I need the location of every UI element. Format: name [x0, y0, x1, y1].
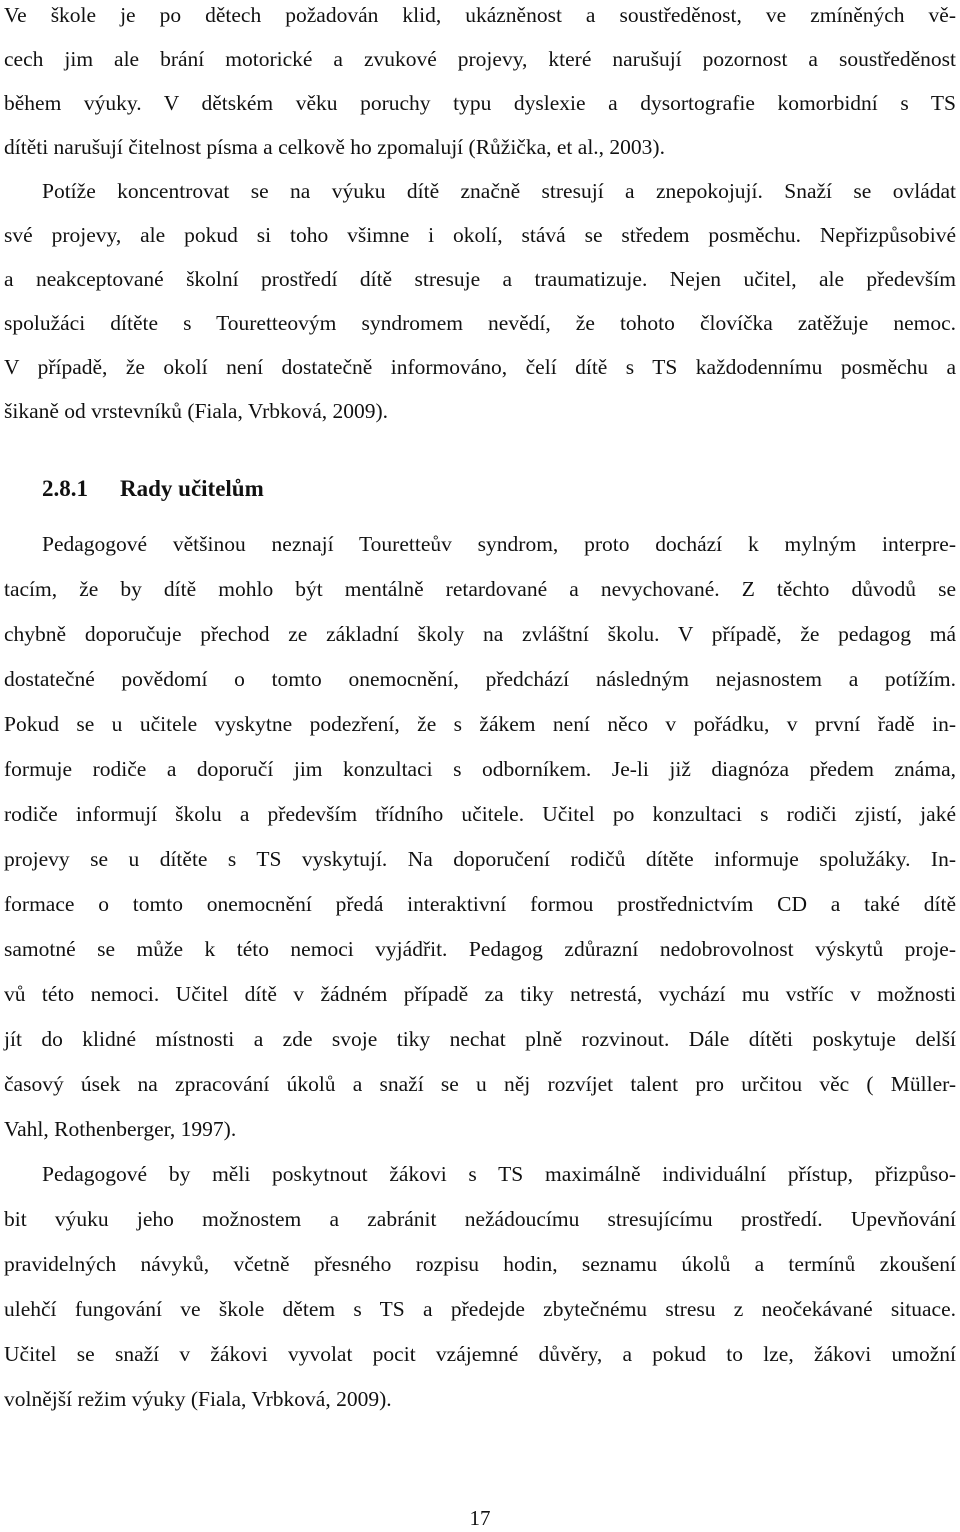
- text-line: své projevy, ale pokud si toho všimne i okolí, stává se středem posměchu. Nepřizpůsobivé: [4, 223, 956, 247]
- text-line: projevy se u dítěte s TS vyskytují. Na doporučení rodičů dítěte informuje spolužáky. In-: [4, 847, 956, 871]
- text-line: V případě, že okolí není dostatečně informováno, čelí dítě s TS každodennímu posměchu a: [4, 355, 956, 379]
- text-line: šikaně od vrstevníků (Fiala, Vrbková, 2009).: [4, 399, 389, 423]
- text-line: časový úsek na zpracování úkolů a snaží se u něj rozvíjet talent pro určitou věc ( Müller-: [4, 1072, 956, 1096]
- text-line: a neakceptované školní prostředí dítě stresuje a traumatizuje. Nejen učitel, ale především: [4, 267, 956, 291]
- text-line: pravidelných návyků, včetně přesného rozpisu hodin, seznamu úkolů a termínů zkoušení: [4, 1252, 956, 1276]
- text-line: tacím, že by dítě mohlo být mentálně retardované a nevychované. Z těchto důvodů se: [4, 577, 956, 601]
- text-line: samotné se může k této nemoci vyjádřit. Pedagog zdůrazní nedobrovolnost výskytů proje-: [4, 937, 956, 961]
- text-line: ulehčí fungování ve škole dětem s TS a předejde zbytečnému stresu z neočekávané situace.: [4, 1297, 956, 1321]
- section-number: 2.8.1: [42, 476, 88, 501]
- section-title: Rady učitelům: [120, 476, 264, 501]
- text-line: dítěti narušují čitelnost písma a celkově ho zpomalují (Růžička, et al., 2003).: [4, 135, 665, 159]
- text-line: chybně doporučuje přechod ze základní školy na zvláštní školu. V případě, že pedagog má: [4, 622, 956, 646]
- text-line: vů této nemoci. Učitel dítě v žádném případě za tiky netrestá, vychází mu vstříc v možnosti: [4, 982, 956, 1006]
- page-number: 17: [469, 1506, 491, 1530]
- text-line: bit výuku jeho možnostem a zabránit nežádoucímu stresujícímu prostředí. Upevňování: [4, 1207, 956, 1231]
- text-line: Učitel se snaží v žákovi vyvolat pocit vzájemné důvěry, a pokud to lze, žákovi umožní: [4, 1342, 956, 1366]
- text-line: Potíže koncentrovat se na výuku dítě značně stresují a znepokojují. Snaží se ovládat: [42, 179, 956, 203]
- text-line: cech jim ale brání motorické a zvukové projevy, které narušují pozornost a soustředěnost: [4, 47, 956, 71]
- text-line: formuje rodiče a doporučí jim konzultaci s odborníkem. Je-li již diagnóza předem známa,: [4, 757, 956, 781]
- document-page: [4, 0, 956, 1532]
- text-line: spolužáci dítěte s Touretteovým syndromem nevědí, že tohoto človíčka zatěžuje nemoc.: [4, 311, 956, 335]
- text-line: Ve škole je po dětech požadován klid, ukázněnost a soustředěnost, ve zmíněných vě-: [4, 3, 956, 27]
- text-line: během výuky. V dětském věku poruchy typu dyslexie a dysortografie komorbidní s TS: [4, 91, 956, 115]
- text-line: Pedagogové by měli poskytnout žákovi s TS maximálně individuální přístup, přizpůso-: [42, 1162, 956, 1186]
- text-line: volnější režim výuky (Fiala, Vrbková, 2009).: [4, 1387, 392, 1411]
- text-line: Pokud se u učitele vyskytne podezření, že s žákem není něco v pořádku, v první řadě in-: [4, 712, 956, 736]
- text-line: dostatečné povědomí o tomto onemocnění, předchází následným nejasnostem a potížím.: [4, 667, 956, 691]
- text-line: jít do klidné místnosti a zde svoje tiky nechat plně rozvinout. Dále dítěti poskytuje delší: [4, 1027, 956, 1051]
- section-heading: [42, 474, 264, 504]
- text-line: rodiče informují školu a především třídního učitele. Učitel po konzultaci s rodiči zjistí, jaké: [4, 802, 956, 826]
- text-line: Vahl, Rothenberger, 1997).: [4, 1117, 237, 1141]
- text-line: formace o tomto onemocnění předá interaktivní formou prostřednictvím CD a také dítě: [4, 892, 956, 916]
- text-line: Pedagogové většinou neznají Touretteův syndrom, proto dochází k mylným interpre-: [42, 532, 956, 556]
